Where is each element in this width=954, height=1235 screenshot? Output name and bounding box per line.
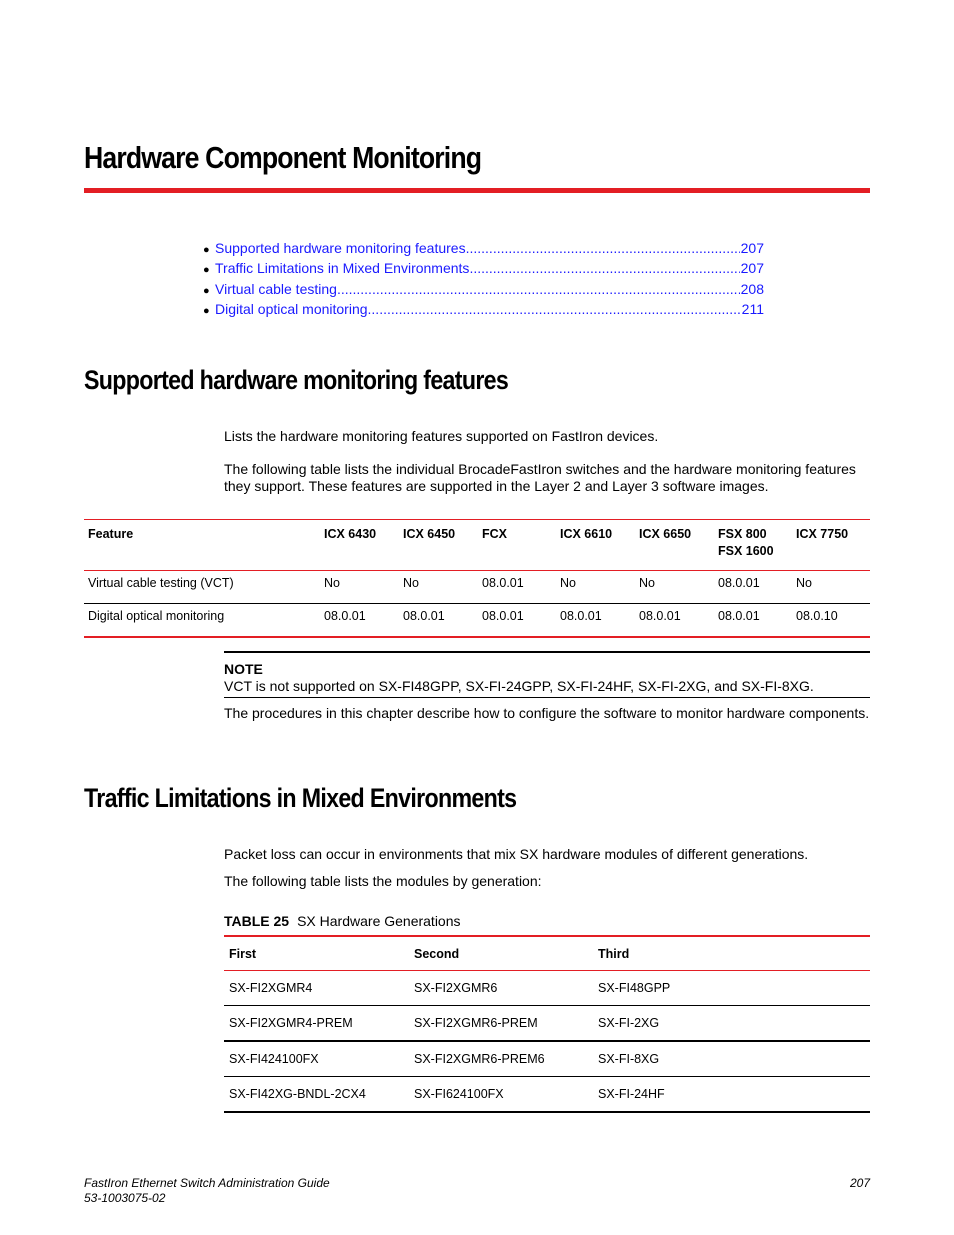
sx-generations-table	[224, 935, 870, 1113]
toc-item[interactable]	[203, 240, 764, 260]
note-box	[224, 651, 870, 698]
toc-leader-dots	[466, 240, 740, 256]
table-row	[224, 971, 870, 1006]
toc-leader-dots	[368, 301, 741, 317]
toc-page-number[interactable]: 207	[740, 260, 764, 277]
section2-table-lead: The following table lists the modules by generation:	[224, 873, 542, 889]
table-cell: 08.0.01	[639, 609, 681, 623]
table-cell: SX-FI-24HF	[598, 1087, 665, 1101]
column-header-line: FSX 800	[718, 527, 767, 541]
column-header: First	[229, 946, 257, 961]
table-cell: No	[560, 576, 576, 590]
column-header-line: FSX 1600	[718, 544, 774, 558]
table-cell: 08.0.01	[718, 609, 760, 623]
toc-link-label[interactable]: Supported hardware monitoring features	[215, 240, 466, 256]
section2-intro: Packet loss can occur in environments that mix SX hardware modules of different generations.	[224, 846, 809, 862]
footer-guide-title: FastIron Ethernet Switch Administration Guide	[84, 1176, 330, 1190]
table-caption-label: TABLE 25	[224, 913, 290, 929]
section-title-supported-features: Supported hardware monitoring features	[84, 365, 509, 395]
chapter-title: Hardware Component Monitoring	[84, 140, 482, 175]
note-title: NOTE	[224, 661, 263, 677]
bullet-icon: ●	[203, 244, 210, 256]
table-cell: SX-FI624100FX	[414, 1087, 504, 1101]
table-cell: 08.0.01	[482, 609, 524, 623]
table-header-row	[224, 936, 870, 971]
footer-page-number: 207	[849, 1176, 870, 1190]
toc-item[interactable]	[203, 281, 764, 301]
bullet-icon: ●	[203, 264, 210, 277]
table-row	[224, 1041, 870, 1077]
column-header: ICX 6650	[639, 527, 692, 541]
table-caption	[224, 913, 461, 929]
table-cell: SX-FI42XG-BNDL-2CX4	[229, 1087, 366, 1101]
table-cell: SX-FI-2XG	[598, 1016, 660, 1030]
column-header: ICX 6610	[560, 527, 613, 541]
section1-procedures: The procedures in this chapter describe how to configure the software to monitor hardware components.	[224, 705, 870, 721]
toc-page-number[interactable]: 207	[740, 240, 764, 256]
table-cell: 08.0.01	[482, 576, 524, 590]
table-header-row	[84, 520, 870, 571]
table-cell: SX-FI2XGMR6	[414, 981, 498, 995]
toc-page-number[interactable]: 208	[740, 280, 764, 297]
table-cell: Digital optical monitoring	[88, 609, 225, 623]
table-cell: SX-FI2XGMR4-PREM	[229, 1016, 353, 1030]
mini-toc	[203, 240, 764, 321]
column-header: Third	[598, 946, 630, 961]
column-header: Second	[414, 946, 460, 961]
section1-description: The following table lists the individual BrocadeFastIron switches and the hardware monitoring features they support. These features are supported in the Layer 2 and Layer 3 software images.	[224, 461, 856, 494]
table-cell: 08.0.01	[324, 609, 366, 623]
column-header	[714, 520, 792, 571]
table-row	[224, 1077, 870, 1113]
toc-link-label[interactable]: Virtual cable testing	[215, 280, 337, 297]
bullet-icon: ●	[203, 284, 210, 297]
table-cell: SX-FI2XGMR6-PREM	[414, 1016, 538, 1030]
footer-doc-number: 53-1003075-02	[84, 1191, 166, 1205]
table-cell: Virtual cable testing (VCT)	[88, 576, 234, 590]
toc-item[interactable]	[203, 301, 764, 321]
page-footer	[84, 1176, 870, 1206]
table-cell: No	[324, 576, 340, 590]
table-cell: SX-FI-8XG	[598, 1052, 660, 1066]
table-row	[224, 1006, 870, 1042]
table-cell: 08.0.01	[403, 609, 445, 623]
table-cell: SX-FI424100FX	[229, 1052, 319, 1066]
toc-page-number[interactable]: 211	[741, 300, 764, 317]
note-text: VCT is not supported on SX-FI48GPP, SX-FI-24GPP, SX-FI-24HF, SX-FI-2XG, and SX-FI-8XG.	[224, 678, 814, 694]
column-header: FCX	[482, 527, 507, 541]
table-cell: No	[639, 576, 655, 590]
bullet-icon: ●	[203, 304, 210, 317]
table-cell: SX-FI2XGMR4	[229, 981, 313, 995]
toc-link-label[interactable]: Digital optical monitoring	[215, 300, 368, 317]
table-cell: No	[796, 576, 812, 590]
table-cell: SX-FI2XGMR6-PREM6	[414, 1052, 545, 1066]
table-row	[84, 604, 870, 638]
toc-link-label[interactable]: Traffic Limitations in Mixed Environments	[215, 260, 470, 277]
table-cell: SX-FI48GPP	[598, 981, 671, 995]
column-header: ICX 6450	[403, 527, 456, 541]
column-header: Feature	[88, 527, 134, 541]
table-cell: 08.0.01	[718, 576, 760, 590]
table-cell: No	[403, 576, 419, 590]
column-header: ICX 7750	[796, 527, 849, 541]
column-header: ICX 6430	[324, 527, 377, 541]
table-row	[84, 571, 870, 604]
chapter-title-rule	[84, 188, 870, 193]
table-caption-text: SX Hardware Generations	[297, 913, 461, 929]
table-cell: 08.0.01	[560, 609, 602, 623]
toc-leader-dots	[469, 260, 739, 276]
table-cell: 08.0.10	[796, 609, 838, 623]
features-table	[84, 519, 870, 638]
section-title-traffic-limitations: Traffic Limitations in Mixed Environments	[84, 783, 517, 813]
toc-leader-dots	[337, 281, 740, 297]
toc-item[interactable]	[203, 260, 764, 280]
section1-intro: Lists the hardware monitoring features supported on FastIron devices.	[224, 428, 659, 444]
